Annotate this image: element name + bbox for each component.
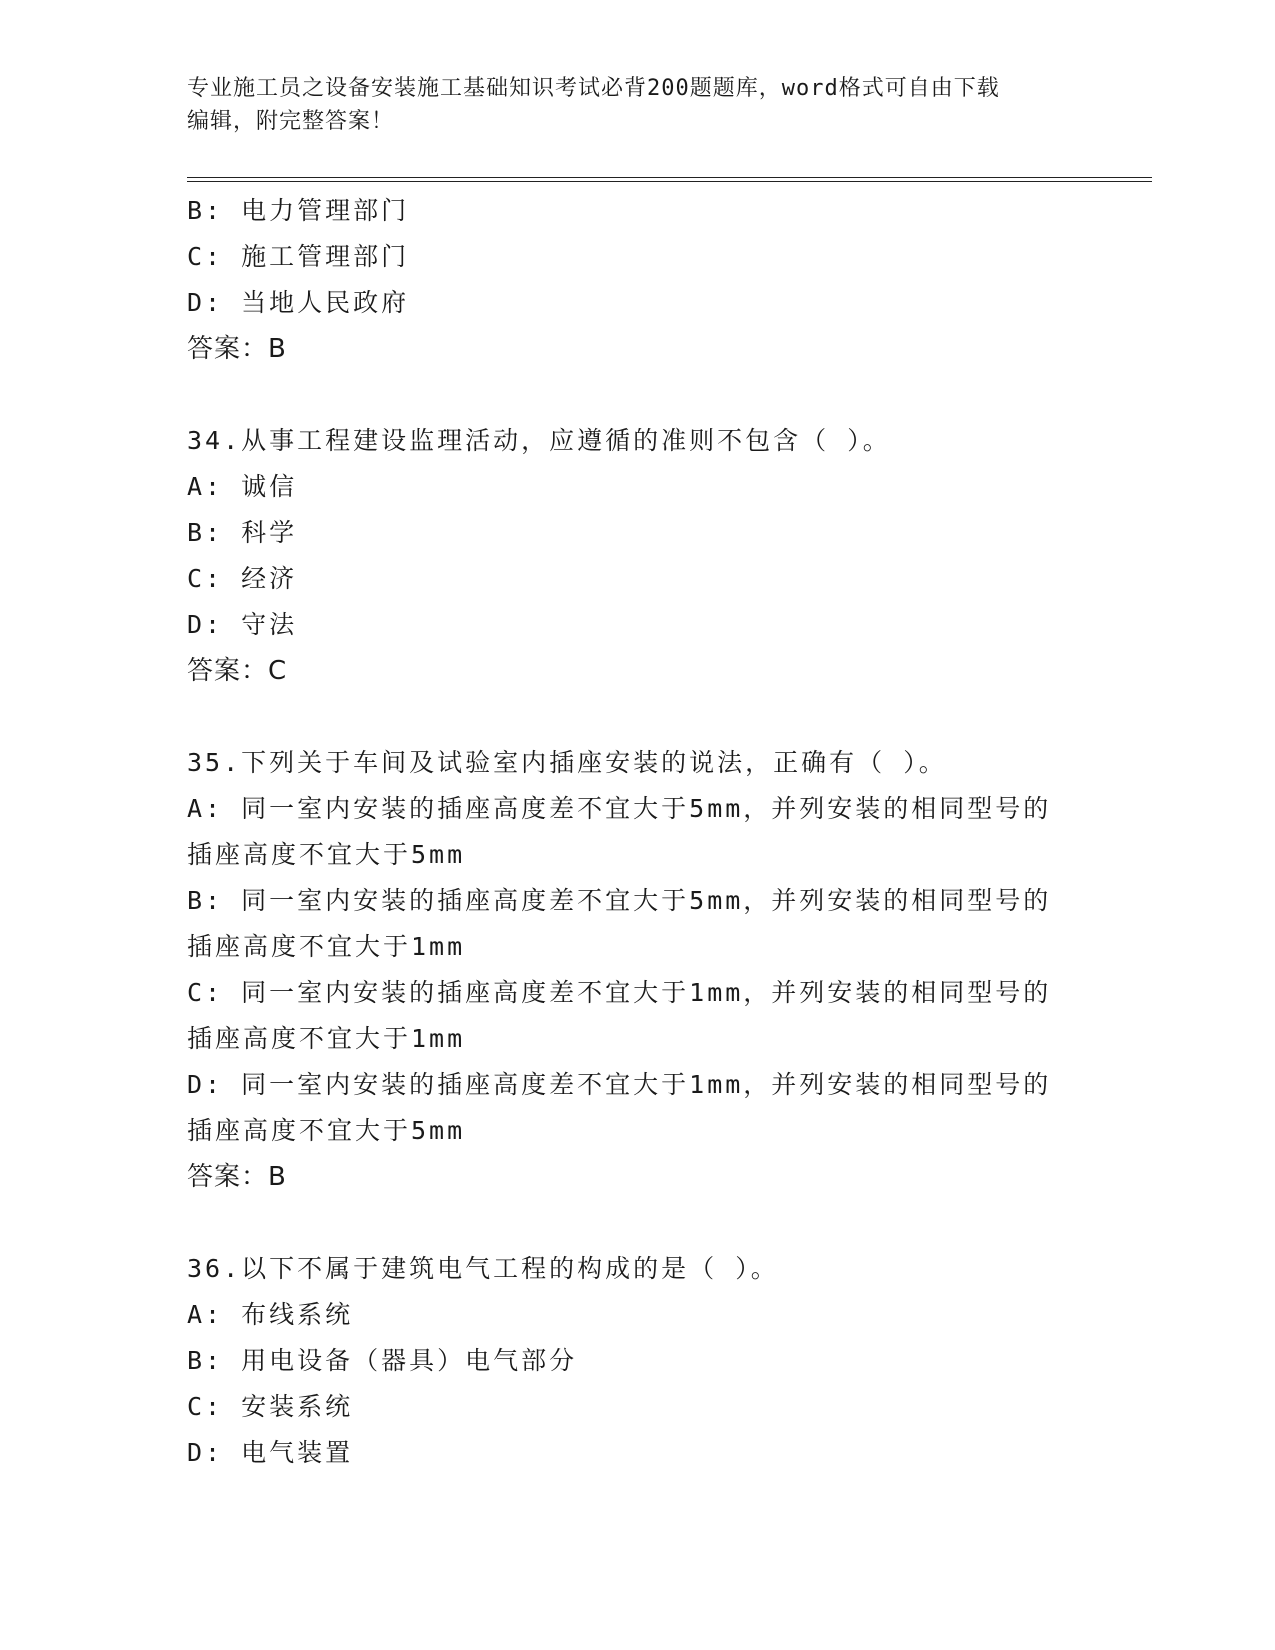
header-title-line-1: 专业施工员之设备安装施工基础知识考试必背200题题库，word格式可自由下载 [187, 76, 1000, 101]
question-stem: 36.以下不属于建筑电气工程的构成的是（ ）。 [187, 1254, 779, 1283]
answer-line: 答案：B [187, 334, 287, 364]
answer-line: 答案：B [187, 1162, 287, 1192]
spacer [187, 1200, 1087, 1246]
option-a: A: 诚信 [187, 472, 298, 501]
option-d: D: 电气装置 [187, 1438, 354, 1467]
option-b: B: 用电设备（器具）电气部分 [187, 1346, 578, 1375]
option-c: C: 安装系统 [187, 1392, 354, 1421]
header-divider-top [187, 177, 1152, 178]
option-d: D: 守法 [187, 610, 298, 639]
question-33-tail [187, 188, 1087, 372]
header-divider-bottom [187, 181, 1152, 182]
option-b-line-1: B: 同一室内安装的插座高度差不宜大于5mm，并列安装的相同型号的 [187, 886, 1052, 915]
option-b-line-2: 插座高度不宜大于1mm [187, 932, 466, 961]
option-a: A: 布线系统 [187, 1300, 354, 1329]
question-stem: 34.从事工程建设监理活动，应遵循的准则不包含（ ）。 [187, 426, 891, 455]
spacer [187, 694, 1087, 740]
header-title-line-2: 编辑，附完整答案！ [187, 109, 395, 134]
option-c-line-2: 插座高度不宜大于1mm [187, 1024, 466, 1053]
option-d-line-1: D: 同一室内安装的插座高度差不宜大于1mm，并列安装的相同型号的 [187, 1070, 1052, 1099]
question-34 [187, 418, 1087, 694]
option-b: B: 电力管理部门 [187, 196, 410, 225]
option-c-line-1: C: 同一室内安装的插座高度差不宜大于1mm，并列安装的相同型号的 [187, 978, 1052, 1007]
option-d-line-2: 插座高度不宜大于5mm [187, 1116, 466, 1145]
question-list [187, 188, 1087, 1476]
option-c: C: 施工管理部门 [187, 242, 410, 271]
option-b: B: 科学 [187, 518, 298, 547]
option-a-line-2: 插座高度不宜大于5mm [187, 840, 466, 869]
option-c: C: 经济 [187, 564, 298, 593]
question-35 [187, 740, 1087, 1200]
spacer [187, 372, 1087, 418]
document-header [187, 72, 1087, 138]
option-a-line-1: A: 同一室内安装的插座高度差不宜大于5mm，并列安装的相同型号的 [187, 794, 1052, 823]
answer-line: 答案：C [187, 656, 288, 686]
question-stem: 35.下列关于车间及试验室内插座安装的说法，正确有（ ）。 [187, 748, 947, 777]
option-d: D: 当地人民政府 [187, 288, 410, 317]
question-36 [187, 1246, 1087, 1476]
